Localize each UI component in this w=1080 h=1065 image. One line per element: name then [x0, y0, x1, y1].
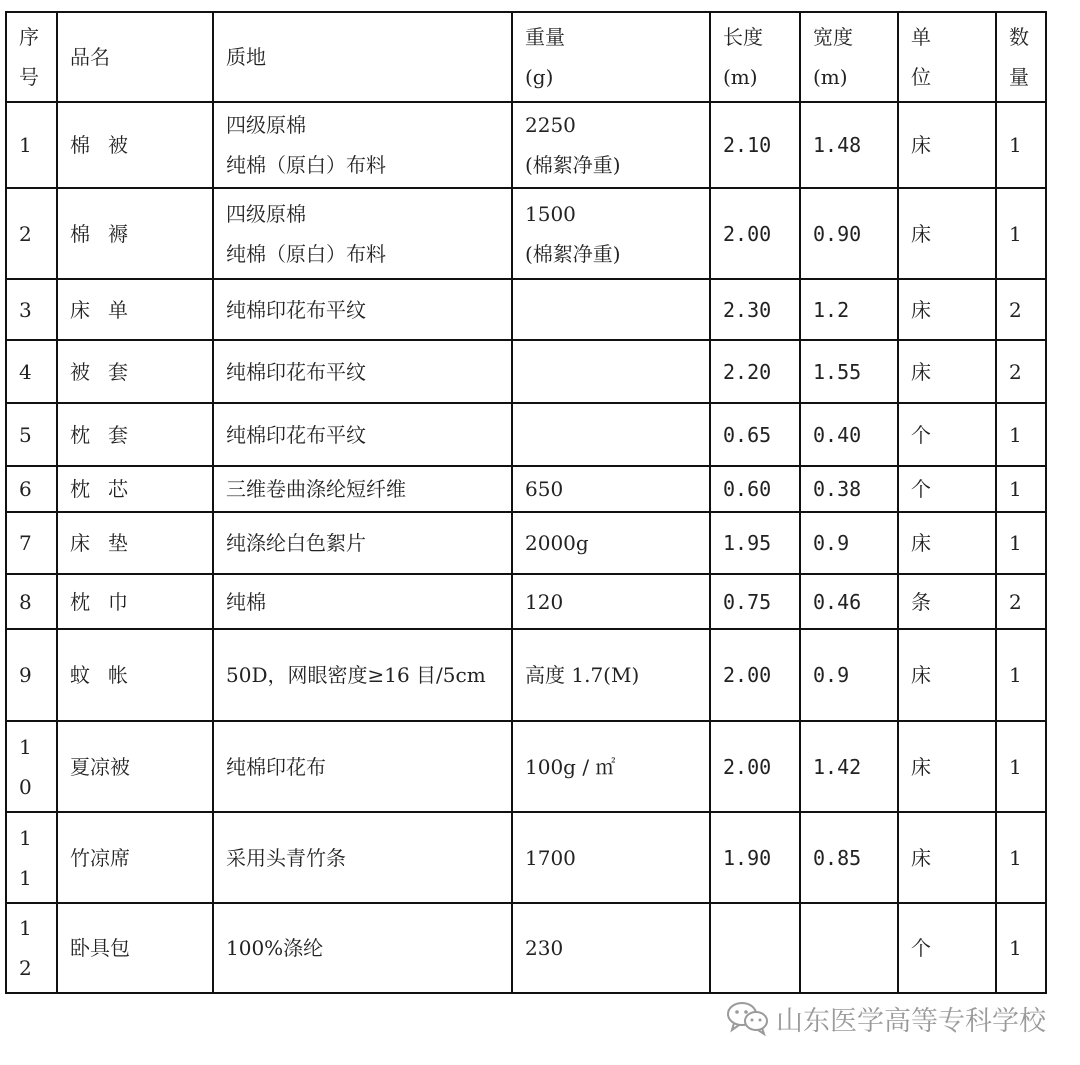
- table-row: [6, 629, 1046, 721]
- cell-weight: 2000g: [512, 512, 710, 574]
- cell-length: 0.60: [710, 466, 800, 512]
- cell-seq: 4: [6, 340, 57, 403]
- cell-unit: 床: [898, 340, 996, 403]
- cell-width: 0.9: [800, 629, 898, 721]
- cell-material: 纯棉印花布平纹: [213, 340, 512, 403]
- cell-width: 0.90: [800, 188, 898, 279]
- cell-weight: [512, 403, 710, 466]
- cell-material: 四级原棉 纯棉（原白）布料: [213, 188, 512, 279]
- header-width: 宽度 (m): [800, 12, 898, 102]
- cell-name: 被套: [57, 340, 213, 403]
- cell-width: 1.2: [800, 279, 898, 340]
- table-row: [6, 188, 1046, 279]
- cell-seq: 6: [6, 466, 57, 512]
- header-name: 品名: [57, 12, 213, 102]
- table-row: [6, 102, 1046, 188]
- cell-width: 0.38: [800, 466, 898, 512]
- header-length: 长度 (m): [710, 12, 800, 102]
- cell-seq: 1 0: [6, 721, 57, 812]
- cell-material: 纯棉印花布: [213, 721, 512, 812]
- cell-unit: 床: [898, 102, 996, 188]
- cell-width: 0.40: [800, 403, 898, 466]
- watermark: [726, 996, 1046, 1040]
- cell-seq: 2: [6, 188, 57, 279]
- cell-width: 0.85: [800, 812, 898, 903]
- table-row: [6, 812, 1046, 903]
- cell-material: 纯涤纶白色絮片: [213, 512, 512, 574]
- cell-qty: 1: [996, 903, 1046, 993]
- cell-unit: 个: [898, 403, 996, 466]
- cell-name: 枕巾: [57, 574, 213, 629]
- table-row: [6, 574, 1046, 629]
- cell-length: 2.00: [710, 629, 800, 721]
- cell-qty: 1: [996, 102, 1046, 188]
- cell-unit: 床: [898, 279, 996, 340]
- cell-material: 采用头青竹条: [213, 812, 512, 903]
- cell-width: 0.46: [800, 574, 898, 629]
- cell-qty: 1: [996, 403, 1046, 466]
- cell-material: 纯棉印花布平纹: [213, 279, 512, 340]
- cell-length: [710, 903, 800, 993]
- cell-seq: 9: [6, 629, 57, 721]
- cell-material: 100%涤纶: [213, 903, 512, 993]
- cell-length: 2.00: [710, 721, 800, 812]
- cell-unit: 床: [898, 629, 996, 721]
- cell-material: 纯棉印花布平纹: [213, 403, 512, 466]
- table-row: [6, 279, 1046, 340]
- cell-length: 0.65: [710, 403, 800, 466]
- cell-width: 1.48: [800, 102, 898, 188]
- cell-width: 0.9: [800, 512, 898, 574]
- cell-width: [800, 903, 898, 993]
- table-row: [6, 903, 1046, 993]
- cell-length: 2.00: [710, 188, 800, 279]
- cell-unit: 条: [898, 574, 996, 629]
- cell-material: 三维卷曲涤纶短纤维: [213, 466, 512, 512]
- cell-length: 2.30: [710, 279, 800, 340]
- header-weight: 重量 (g): [512, 12, 710, 102]
- cell-name: 棉褥: [57, 188, 213, 279]
- cell-seq: 1 2: [6, 903, 57, 993]
- cell-length: 1.90: [710, 812, 800, 903]
- cell-width: 1.42: [800, 721, 898, 812]
- header-unit: 单 位: [898, 12, 996, 102]
- cell-material: 纯棉: [213, 574, 512, 629]
- cell-length: 2.10: [710, 102, 800, 188]
- cell-qty: 1: [996, 812, 1046, 903]
- cell-name: 床单: [57, 279, 213, 340]
- cell-weight: [512, 340, 710, 403]
- table-row: [6, 403, 1046, 466]
- cell-name: 夏凉被: [57, 721, 213, 812]
- cell-qty: 1: [996, 721, 1046, 812]
- cell-qty: 2: [996, 574, 1046, 629]
- header-material: 质地: [213, 12, 512, 102]
- header-row: [6, 12, 1046, 102]
- cell-name: 竹凉席: [57, 812, 213, 903]
- cell-seq: 8: [6, 574, 57, 629]
- cell-name: 棉被: [57, 102, 213, 188]
- cell-qty: 1: [996, 466, 1046, 512]
- cell-qty: 1: [996, 629, 1046, 721]
- cell-unit: 床: [898, 512, 996, 574]
- cell-seq: 1 1: [6, 812, 57, 903]
- cell-qty: 1: [996, 188, 1046, 279]
- table-row: [6, 512, 1046, 574]
- cell-weight: 高度 1.7(M): [512, 629, 710, 721]
- cell-unit: 个: [898, 466, 996, 512]
- cell-weight: 1500 (棉絮净重): [512, 188, 710, 279]
- bedding-spec-table: [5, 11, 1047, 994]
- cell-name: 枕芯: [57, 466, 213, 512]
- cell-material: 50D，网眼密度≥16 目/5cm: [213, 629, 512, 721]
- table-row: [6, 340, 1046, 403]
- cell-qty: 2: [996, 279, 1046, 340]
- watermark-text: 山东医学高等专科学校: [776, 1005, 1046, 1037]
- cell-weight: 230: [512, 903, 710, 993]
- cell-width: 1.55: [800, 340, 898, 403]
- cell-material: 四级原棉 纯棉（原白）布料: [213, 102, 512, 188]
- cell-name: 卧具包: [57, 903, 213, 993]
- cell-qty: 2: [996, 340, 1046, 403]
- wechat-icon: [726, 1000, 770, 1036]
- header-seq: 序 号: [6, 12, 57, 102]
- cell-unit: 个: [898, 903, 996, 993]
- cell-weight: 100g / ㎡: [512, 721, 710, 812]
- cell-length: 2.20: [710, 340, 800, 403]
- cell-seq: 1: [6, 102, 57, 188]
- cell-weight: 2250 (棉絮净重): [512, 102, 710, 188]
- cell-name: 床垫: [57, 512, 213, 574]
- cell-qty: 1: [996, 512, 1046, 574]
- cell-weight: 650: [512, 466, 710, 512]
- cell-name: 蚊帐: [57, 629, 213, 721]
- cell-weight: [512, 279, 710, 340]
- cell-unit: 床: [898, 812, 996, 903]
- header-qty: 数 量: [996, 12, 1046, 102]
- cell-seq: 7: [6, 512, 57, 574]
- cell-length: 1.95: [710, 512, 800, 574]
- cell-unit: 床: [898, 188, 996, 279]
- table-row: [6, 466, 1046, 512]
- cell-length: 0.75: [710, 574, 800, 629]
- cell-weight: 120: [512, 574, 710, 629]
- table-row: [6, 721, 1046, 812]
- cell-unit: 床: [898, 721, 996, 812]
- table-body: [6, 102, 1046, 993]
- cell-seq: 5: [6, 403, 57, 466]
- cell-weight: 1700: [512, 812, 710, 903]
- cell-seq: 3: [6, 279, 57, 340]
- cell-name: 枕套: [57, 403, 213, 466]
